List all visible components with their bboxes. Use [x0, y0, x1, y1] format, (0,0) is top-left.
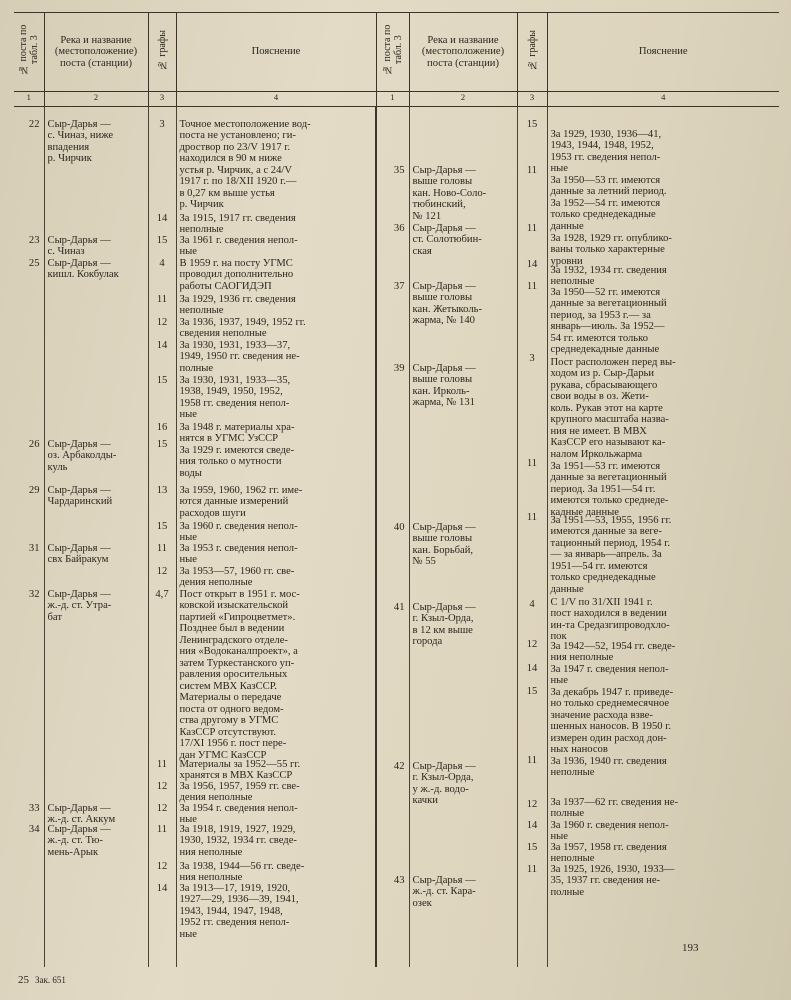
- graph-number: 4: [529, 598, 535, 610]
- river-station: Сыр-Дарья — выше головы кан. Ново-Соло- тюбинский, № 121: [412, 164, 487, 222]
- river-station: Сыр-Дарья — ж.-д. ст. Тю- мень-Арык: [47, 823, 111, 858]
- col-post-header: № поста по табл. 3: [14, 13, 44, 92]
- graph-number: 11: [156, 293, 168, 305]
- note-text: За 1959, 1960, 1962 гг. име- ются данные измерений расходов шуги: [179, 484, 303, 519]
- graph-number: 14: [526, 662, 538, 674]
- graph-number: 15: [156, 234, 168, 246]
- river-station: Сыр-Дарья — свх Байракум: [47, 542, 111, 565]
- graph-number: 15: [526, 841, 538, 853]
- note-text: За 1956, 1957, 1959 гг. све- дения неполные: [179, 780, 300, 803]
- graph-number: 14: [156, 882, 168, 894]
- post-number: 23: [28, 234, 40, 246]
- note-text: За 1936, 1937, 1949, 1952 гг. сведения неполные: [179, 316, 306, 339]
- graph-number: 11: [526, 863, 538, 875]
- print-signature: [18, 974, 66, 986]
- river-station: Сыр-Дарья — оз. Арбаколды- куль: [47, 438, 117, 473]
- col-graph-header-right: № графы: [517, 13, 547, 92]
- note-text: За 1936, 1940 гг. сведения неполные: [550, 755, 667, 778]
- right-river-column: [409, 106, 517, 967]
- sheet-number: 25: [18, 974, 29, 986]
- post-number: 32: [28, 588, 40, 600]
- col-number: 3: [148, 91, 176, 106]
- graph-number: 12: [156, 316, 168, 328]
- note-text: Пост открыт в 1951 г. мос- ковской изыскательской партией «Гипроцветмет». Позднее был в ведении Ленинградского отделе- ния «Водоканалпроект», а затем Туркестанского уп- равления оросительных систем МВХ КазССР. Материалы о передаче поста от одного ведом- ства другому в УГМС КазССР отсутствуют. 17/XI 1956 г. пост пере- дан УГМС КазССР: [179, 588, 300, 761]
- right-note-column: [547, 106, 779, 967]
- note-text: За 1932, 1934 гг. сведения неполные: [550, 264, 667, 287]
- graph-number: 12: [526, 638, 538, 650]
- graph-number: 15: [526, 118, 538, 130]
- page-number: 193: [682, 942, 699, 954]
- river-station: Сыр-Дарья — выше головы кан. Жетыколь- жарма, № 140: [412, 280, 482, 326]
- graph-number: 11: [526, 280, 538, 292]
- graph-number: 14: [526, 258, 538, 270]
- graph-number: 3: [159, 118, 165, 130]
- note-text: За 1929, 1936 гг. сведения неполные: [179, 293, 296, 316]
- post-number: 29: [28, 484, 40, 496]
- graph-number: 11: [526, 457, 538, 469]
- river-station: Сыр-Дарья — ж.-д. ст. Утра- бат: [47, 588, 112, 623]
- post-number: 41: [393, 601, 405, 613]
- graph-number: 11: [156, 758, 168, 770]
- river-station: Сыр-Дарья — Чардаринский: [47, 484, 113, 507]
- col-river-header: Река и название (местоположение) поста (станции): [44, 13, 148, 92]
- col-number: 2: [44, 91, 148, 106]
- header-row: [14, 13, 779, 92]
- col-number: 3: [517, 91, 547, 106]
- note-text: За 1948 г. материалы хра- нятся в УГМС УзССР: [179, 421, 295, 444]
- post-number: 26: [28, 438, 40, 450]
- note-text: За 1930, 1931, 1933—37, 1949, 1950 гг. сведения не- полные: [179, 339, 300, 374]
- graph-number: 11: [156, 823, 168, 835]
- left-graph-column: [148, 106, 176, 967]
- left-river-column: [44, 106, 148, 967]
- order-number: Зак. 651: [35, 975, 66, 985]
- note-text: С 1/V по 31/XII 1941 г. пост находился в ведении ин-та Средазгипроводхло- пок: [550, 596, 670, 642]
- post-number: 36: [393, 222, 405, 234]
- post-number: 22: [28, 118, 40, 130]
- note-text: За 1951—53, 1955, 1956 гг. имеются данные за веге- тационный период, 1954 г. — за январь—апрель. За 1951—54 гг. имеются только среднедекадные данные: [550, 514, 672, 595]
- graph-number: 15: [526, 685, 538, 697]
- note-text: За 1960 г. сведения непол- ные: [550, 819, 669, 842]
- graph-number: 11: [526, 164, 538, 176]
- right-post-column: [376, 106, 409, 967]
- col-number: 2: [409, 91, 517, 106]
- col-graph-header: № графы: [148, 13, 176, 92]
- note-text: За 1957, 1958 гг. сведения неполные: [550, 841, 667, 864]
- table-body-row: [14, 106, 779, 967]
- note-text: За 1942—52, 1954 гг. сведе- ния неполные: [550, 640, 676, 663]
- left-post-column: [14, 106, 44, 967]
- post-number: 43: [393, 874, 405, 886]
- graph-number: 14: [156, 212, 168, 224]
- note-text: За 1950—52 гг. имеются данные за вегетационный период, за 1953 г.— за январь—июль. За 1952— 54 гг. имеются только среднедекадные данные: [550, 286, 667, 355]
- river-station: Сыр-Дарья — ст. Солотюбин- ская: [412, 222, 482, 257]
- river-station: Сыр-Дарья — выше головы кан. Ирколь- жарма, № 131: [412, 362, 476, 408]
- graph-number: 14: [526, 819, 538, 831]
- note-text: За 1937—62 гг. сведения не- полные: [550, 796, 679, 819]
- col-note-header-right: Пояснение: [547, 13, 779, 92]
- graph-number: 11: [526, 511, 538, 523]
- note-text: Материалы за 1952—55 гг. хранятся в МВХ КазССР: [179, 758, 301, 781]
- note-text: За 1938, 1944—56 гг. сведе- ния неполные: [179, 860, 305, 883]
- post-number: 31: [28, 542, 40, 554]
- right-graph-column: [517, 106, 547, 967]
- post-number: 25: [28, 257, 40, 269]
- note-text: За 1925, 1926, 1930, 1933— 35, 1937 гг. сведения не- полные: [550, 863, 675, 898]
- note-text: За 1961 г. сведения непол- ные: [179, 234, 298, 257]
- note-text: Точное местоположение вод- поста не установлено; ги- дроствор по 23/V 1917 г. находился в 90 м ниже устья р. Чирчик, а с 24/V 1917 г. по 18/XII 1920 г.— в 0,27 км выше устья р. Чирчик: [179, 118, 311, 210]
- river-station: Сыр-Дарья — с. Чиназ: [47, 234, 111, 257]
- note-text: За 1960 г. сведения непол- ные: [179, 520, 298, 543]
- graph-number: 11: [526, 222, 538, 234]
- col-number: 1: [376, 91, 409, 106]
- note-text: За 1915, 1917 гг. сведения неполные: [179, 212, 296, 235]
- left-note-column: [176, 106, 376, 967]
- note-text: За 1913—17, 1919, 1920, 1927—29, 1936—39, 1941, 1943, 1944, 1947, 1948, 1952 гг. сведения непол- ные: [179, 882, 299, 940]
- col-number: 4: [176, 91, 376, 106]
- graph-number: 12: [156, 860, 168, 872]
- river-station: Сыр-Дарья — г. Кзыл-Орда, в 12 км выше города: [412, 601, 476, 647]
- graph-number: 12: [156, 565, 168, 577]
- col-river-header-right: Река и название (местоположение) поста (станции): [409, 13, 517, 92]
- note-text: За 1929, 1930, 1936—41, 1943, 1944, 1948, 1952, 1953 гг. сведения непол- ные: [550, 128, 662, 174]
- graph-number: 12: [526, 798, 538, 810]
- graph-number: 4,7: [155, 588, 169, 600]
- note-text: За 1918, 1919, 1927, 1929, 1930, 1932, 1934 гг. сведе- ния неполные: [179, 823, 297, 858]
- river-station: Сыр-Дарья — г. Кзыл-Орда, у ж.-д. водо- качки: [412, 760, 476, 806]
- note-text: За 1930, 1931, 1933—35, 1938, 1949, 1950, 1952, 1958 гг. сведения непол- ные: [179, 374, 291, 420]
- graph-number: 3: [529, 352, 535, 364]
- graph-number: 12: [156, 780, 168, 792]
- note-text: За 1928, 1929 гг. опублико- ваны только характерные уровни: [550, 232, 672, 267]
- graph-number: 15: [156, 438, 168, 450]
- note-text: За 1954 г. сведения непол- ные: [179, 802, 298, 825]
- post-number: 33: [28, 802, 40, 814]
- river-station: Сыр-Дарья — ж.-д. ст. Кара- озек: [412, 874, 476, 909]
- note-text: За 1947 г. сведения непол- ные: [550, 663, 669, 686]
- graph-number: 12: [156, 802, 168, 814]
- note-text: За 1953—57, 1960 гг. све- дения неполные: [179, 565, 295, 588]
- post-number: 42: [393, 760, 405, 772]
- post-number: 37: [393, 280, 405, 292]
- river-station: Сыр-Дарья — кишл. Кокбулак: [47, 257, 119, 280]
- graph-number: 4: [159, 257, 165, 269]
- column-number-row: [14, 91, 779, 106]
- note-text: За 1950—53 гг. имеются данные за летний период. За 1952—54 гг. имеются только среднедекадные данные: [550, 174, 667, 232]
- col-post-header-right: № поста по табл. 3: [376, 13, 409, 92]
- post-number: 35: [393, 164, 405, 176]
- note-text: За 1953 г. сведения непол- ные: [179, 542, 298, 565]
- col-number: 1: [14, 91, 44, 106]
- note-text: За 1929 г. имеются сведе- ния только о мутности воды: [179, 444, 295, 479]
- post-number: 39: [393, 362, 405, 374]
- graph-number: 15: [156, 374, 168, 386]
- note-text: За декабрь 1947 г. приведе- но только среднемесячное значение расхода взве- шенных наносов. В 1950 г. измерен один расход дон- ных наносов: [550, 686, 674, 755]
- note-text: В 1959 г. на посту УГМС проводил дополнительно работы САОГИДЭП: [179, 257, 294, 292]
- col-note-header: Пояснение: [176, 13, 376, 92]
- post-number: 34: [28, 823, 40, 835]
- note-text: За 1951—53 гг. имеются данные за вегетационный период. За 1951—54 гг. имеются только среднеде- кадные данные: [550, 460, 669, 518]
- post-number: 40: [393, 521, 405, 533]
- note-text: Пост расположен перед вы- ходом из р. Сыр-Дарьи рукава, сбрасывающего свои воды в оз. Жети- коль. Рукав этот на карте крупного масштаба назва- ния не имеет. В МВХ КазССР его называют ка- налом Иркольжарма: [550, 356, 676, 460]
- graph-number: 14: [156, 339, 168, 351]
- river-station: Сыр-Дарья — выше головы кан. Борьбай, № 55: [412, 521, 476, 567]
- graph-number: 11: [156, 542, 168, 554]
- graph-number: 13: [156, 484, 168, 496]
- river-station: Сыр-Дарья — с. Чиназ, ниже впадения р. Чирчик: [47, 118, 114, 164]
- river-station: Сыр-Дарья — ж.-д. ст. Аккум: [47, 802, 116, 825]
- graph-number: 11: [526, 754, 538, 766]
- graph-number: 16: [156, 421, 168, 433]
- stations-table: [14, 12, 779, 967]
- graph-number: 15: [156, 520, 168, 532]
- col-number: 4: [547, 91, 779, 106]
